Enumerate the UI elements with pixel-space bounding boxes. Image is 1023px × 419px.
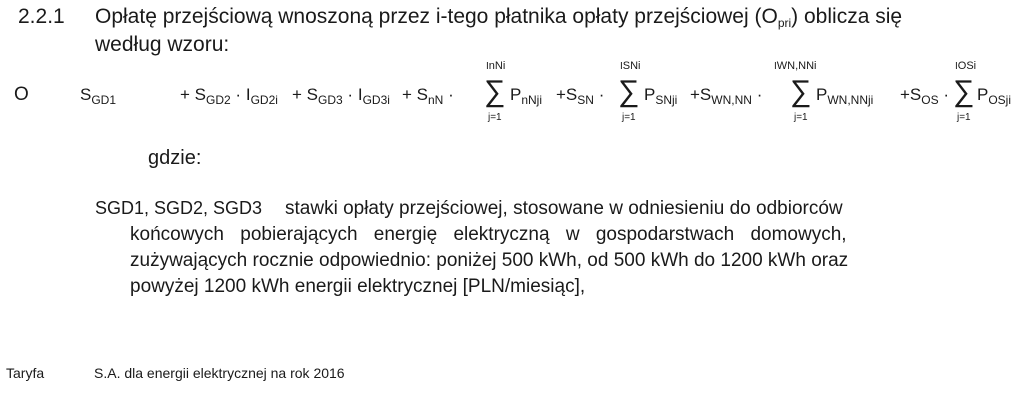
term-sgd2: + $S_{GD2} \cdot I_{GD2i}$ [180, 85, 278, 107]
term-pnn: $P_{nNji}$ [510, 85, 543, 107]
sum-os-sigma: ∑ [953, 75, 975, 108]
term-pos: $P_{OSji}$ [977, 85, 1012, 107]
sum-sn-upper: ISNi [620, 60, 641, 72]
term-swnnn: $+S_{WN,NN}$ · [690, 85, 763, 107]
footer-left: Taryfa [6, 365, 45, 381]
definition-symbols: SGD1, SGD2, SGD3 [95, 198, 263, 218]
term-ssn: $+S_{SN}$ · [556, 85, 605, 107]
sum-sn-lower: j=1 [622, 112, 636, 123]
section-number: 2.2.1 [18, 5, 65, 28]
term-sos: $+S_{OS}$ · [900, 85, 950, 107]
sum-nn-sigma: ∑ [484, 75, 506, 108]
definition-line4: powyżej 1200 kWh energii elektrycznej [PLN/miesiąc], [130, 276, 586, 297]
sum-nn-upper: InNi [486, 60, 506, 72]
footer-right: S.A. dla energii elektrycznej na rok 2016 [94, 365, 345, 381]
sum-nn-lower: j=1 [488, 112, 502, 123]
intro-text [95, 5, 902, 30]
sum-wnnn-upper: IWN,NNi [774, 60, 817, 72]
sum-wnnn-lower: j=1 [794, 112, 808, 123]
sum-wnnn-sigma: ∑ [790, 75, 812, 108]
term-snn: + $S_{nN}$ · [402, 85, 454, 107]
term-pwnnn: $P_{WN,NNji}$ [816, 85, 874, 107]
formula [0, 60, 1023, 130]
sum-sn-sigma: ∑ [618, 75, 640, 108]
definition-line1: stawki opłaty przejściowej, stosowane w odniesieniu do odbiorców [285, 198, 843, 219]
where-label: gdzie: [148, 147, 202, 169]
intro-line2: według wzoru: [95, 33, 230, 56]
intro-part-a: Opłatę przejściową wnoszoną przez i-tego płatnika opłaty przejściowej (O [95, 5, 778, 28]
term-sgd3: + $S_{GD3} \cdot I_{GD3i}$ [292, 85, 390, 107]
formula-lhs: O [14, 84, 29, 105]
term-sgd1: $S_{GD1}$ [80, 85, 117, 107]
intro-part-b: ) oblicza się [791, 5, 903, 28]
definition-line3: zużywających rocznie odpowiednio: poniżej 500 kWh, od 500 kWh do 1200 kWh oraz [130, 250, 849, 271]
definition-line2: końcowych pobierających energię elektryczną w gospodarstwach domowych, [130, 224, 847, 245]
sum-os-lower: j=1 [957, 112, 971, 123]
sum-os-upper: IOSi [955, 60, 977, 72]
term-psn: $P_{SNji}$ [644, 85, 678, 107]
intro-subscript: pri [777, 16, 792, 30]
